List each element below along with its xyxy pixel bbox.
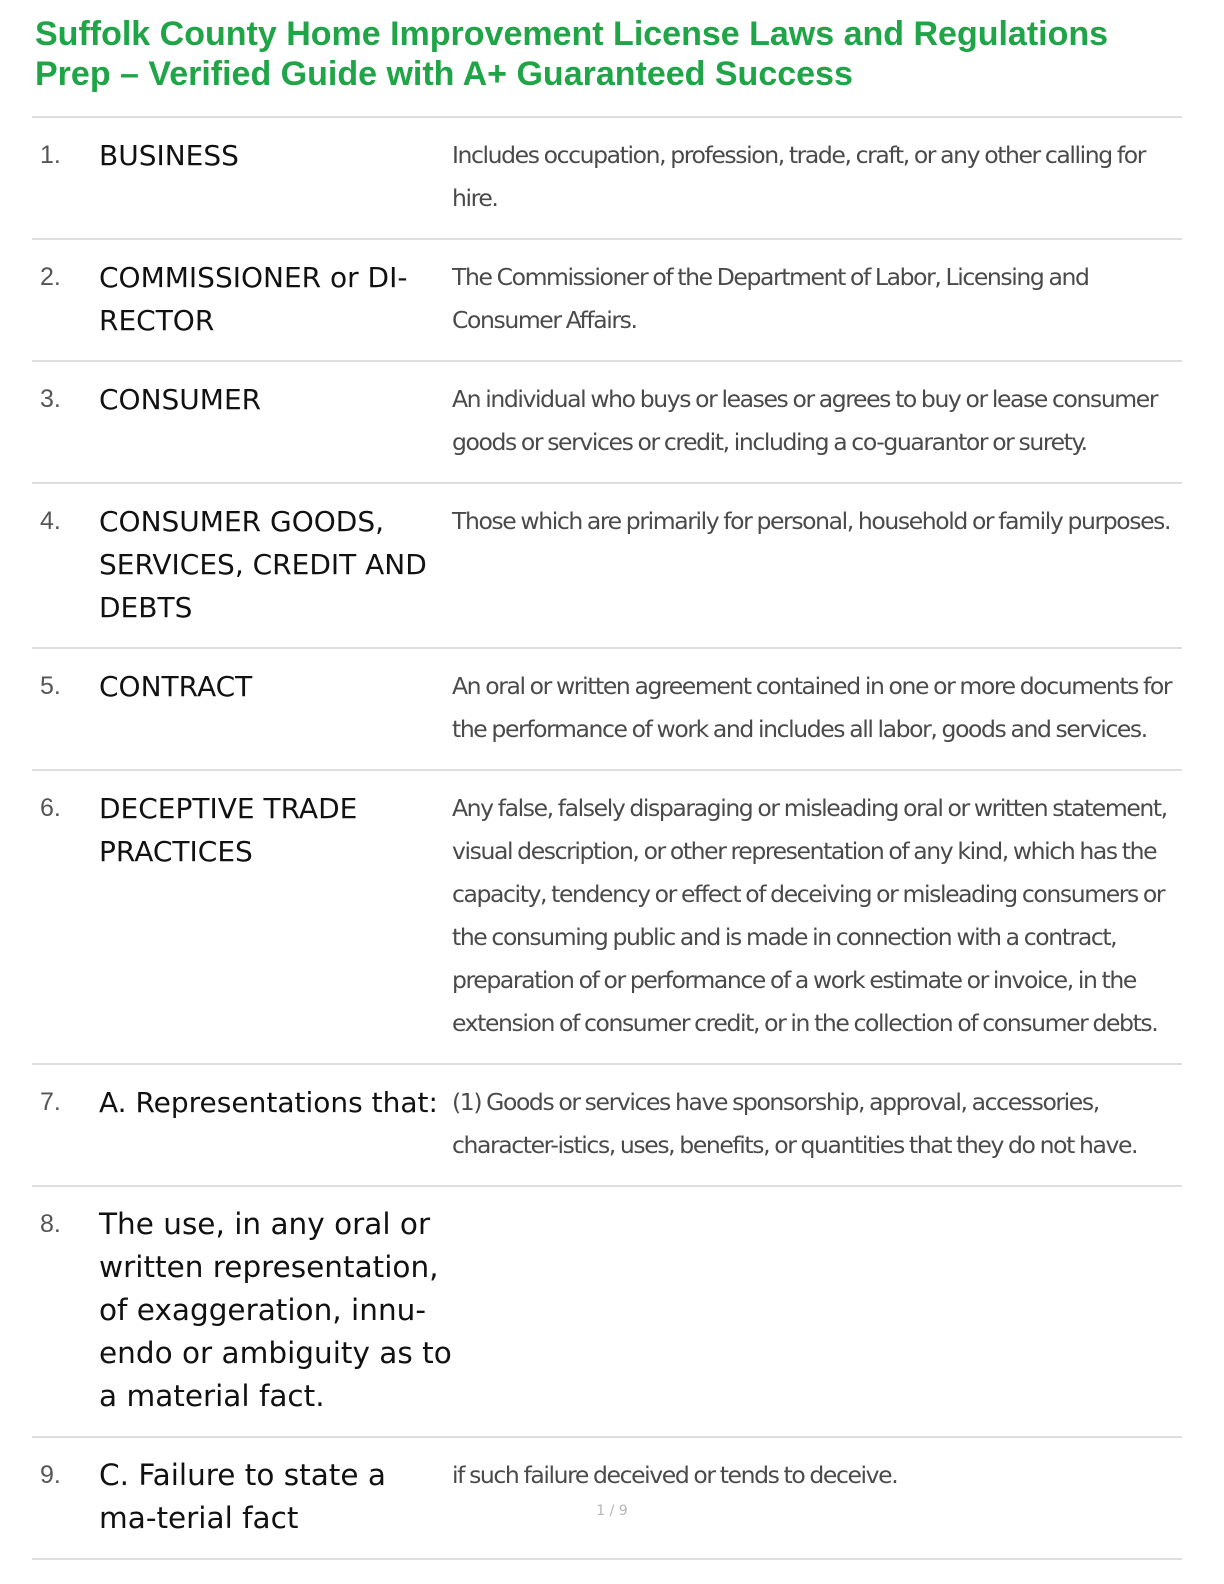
table-row	[32, 484, 1182, 649]
row-number: 5.	[40, 672, 61, 700]
definition: Any false, falsely disparaging or misleading oral or written statement, visual description, or other representation of any kind, which has the capacity, tendency or effect of deceiving or misleading consumers or the consuming public and is made in connection with a contract, preparation of or performance of a work estimate or invoice, in the extension of consumer credit, or in the collection of consumer debts.	[452, 794, 1167, 1037]
row-number: 6.	[40, 794, 61, 822]
document-title	[35, 14, 1195, 94]
definition: An oral or written agreement contained in one or more documents for the performance of work and includes all labor, goods and services.	[452, 672, 1172, 743]
table-row	[32, 1065, 1182, 1187]
page-number: 1 / 9	[596, 1503, 628, 1519]
definition: Those which are primarily for personal, household or family purposes.	[452, 507, 1171, 535]
definition: (1) Goods or services have sponsorship, approval, accessories, character-istics, uses, benefits, or quantities that they do not have.	[452, 1088, 1138, 1159]
term: CONSUMER	[99, 383, 262, 416]
table-row	[32, 649, 1182, 771]
row-number: 7.	[40, 1088, 61, 1116]
term: COMMISSIONER or DI-RECTOR	[99, 261, 408, 337]
row-number: 4.	[40, 507, 61, 535]
term: BUSINESS	[99, 139, 239, 172]
table-row	[32, 362, 1182, 484]
table-row	[32, 1187, 1182, 1438]
table-row	[32, 240, 1182, 362]
term: CONSUMER GOODS, SERVICES, CREDIT AND DEBTS	[99, 505, 427, 624]
row-number: 2.	[40, 263, 61, 291]
title-line-1: Suffolk County Home Improvement License Laws and Regulations	[35, 15, 1109, 53]
term: A. Representations that:	[99, 1086, 438, 1119]
table-row	[32, 771, 1182, 1065]
table-row	[32, 1438, 1182, 1560]
term: C. Failure to state a ma-terial fact	[99, 1458, 386, 1535]
term: CONTRACT	[99, 670, 253, 703]
row-number: 1.	[40, 141, 61, 169]
definition	[452, 1203, 1182, 1418]
row-number: 3.	[40, 385, 61, 413]
definition: if such failure deceived or tends to deceive.	[452, 1461, 898, 1489]
term: DECEPTIVE TRADE PRACTICES	[99, 792, 358, 868]
definitions-table	[32, 116, 1182, 1560]
title-line-2: Prep – Verified Guide with A+ Guaranteed Success	[35, 55, 853, 93]
table-row	[32, 118, 1182, 240]
definition: An individual who buys or leases or agrees to buy or lease consumer goods or services or credit, including a co-guarantor or surety.	[452, 385, 1158, 456]
row-number: 8.	[40, 1210, 61, 1238]
term: The use, in any oral or written representation, of exaggeration, innu-endo or ambiguity as to a material fact.	[99, 1207, 452, 1413]
row-number: 9.	[40, 1461, 61, 1489]
definition: The Commissioner of the Department of Labor, Licensing and Consumer Affairs.	[452, 263, 1089, 334]
definition: Includes occupation, profession, trade, craft, or any other calling for hire.	[452, 141, 1145, 212]
